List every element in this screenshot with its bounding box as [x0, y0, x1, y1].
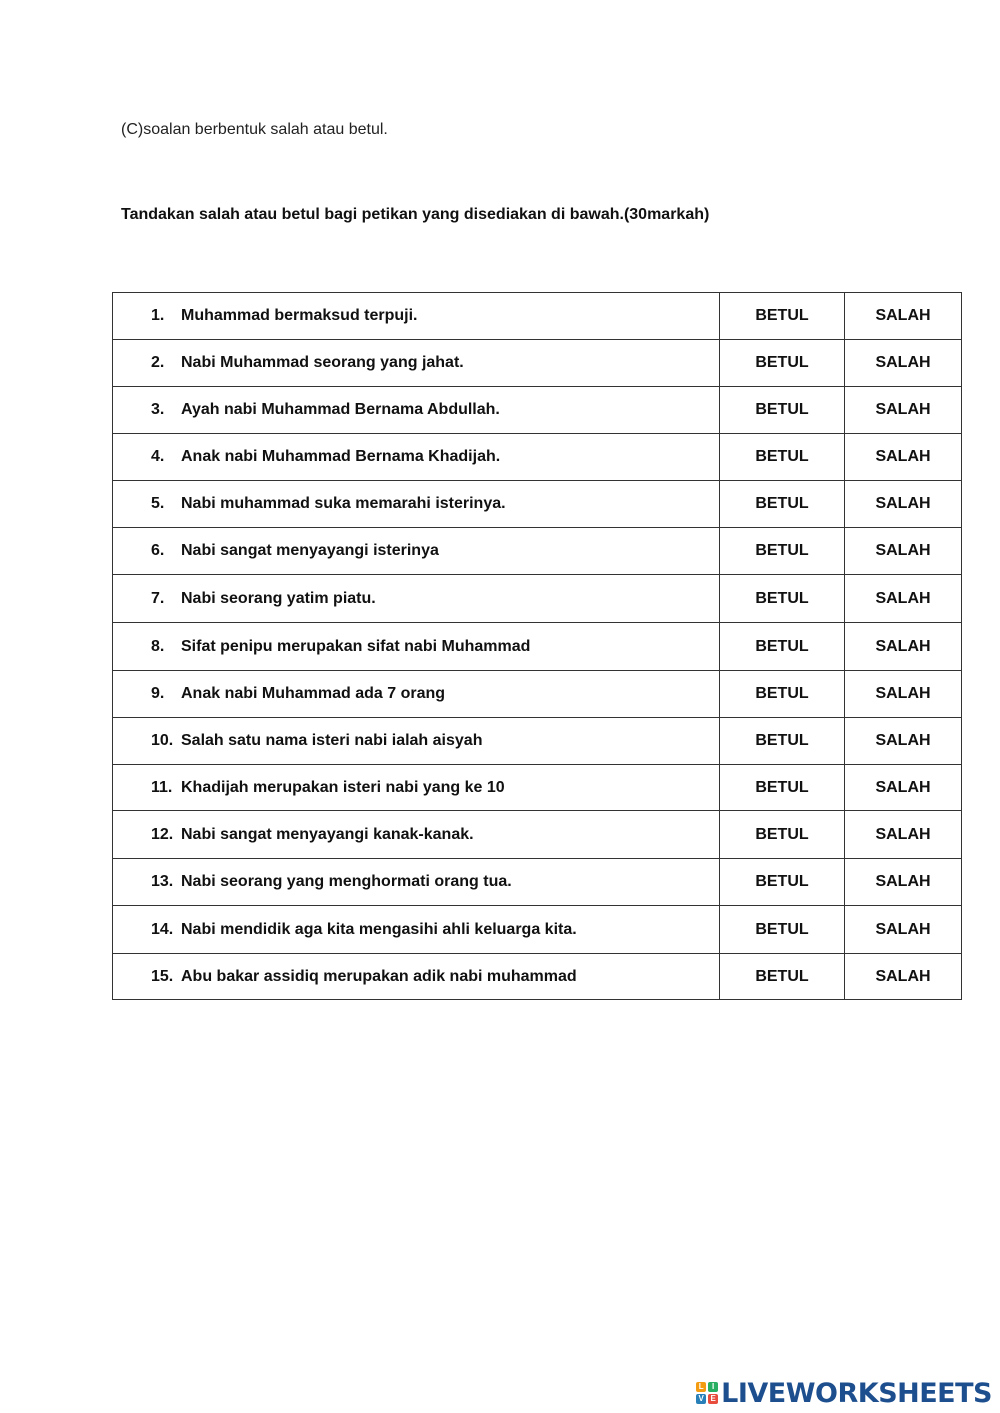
answer-salah-option[interactable]: SALAH [845, 481, 962, 528]
answer-betul-option[interactable]: BETUL [720, 623, 845, 671]
instruction-heading: Tandakan salah atau betul bagi petikan yang disediakan di bawah.(30markah) [121, 206, 710, 223]
logo-letter: E [708, 1394, 718, 1404]
answer-betul-option[interactable]: BETUL [720, 811, 845, 859]
question-number: 15. [151, 967, 174, 985]
answer-betul-option[interactable]: BETUL [720, 293, 845, 340]
question-row [113, 481, 962, 528]
question-row [113, 954, 962, 1000]
logo-mark-icon [696, 1382, 718, 1404]
question-cell [113, 623, 720, 671]
question-row [113, 671, 962, 718]
question-cell [113, 481, 720, 528]
answer-salah-option[interactable]: SALAH [845, 528, 962, 575]
question-row [113, 528, 962, 575]
question-cell [113, 387, 720, 434]
question-cell [113, 671, 720, 718]
question-text: Nabi mendidik aga kita mengasihi ahli keluarga kita. [181, 920, 577, 938]
quiz-table [112, 292, 962, 1000]
question-number: 5. [151, 495, 165, 512]
question-cell [113, 575, 720, 623]
question-row [113, 859, 962, 906]
section-label: (C)soalan berbentuk salah atau betul. [121, 121, 388, 138]
question-text: Anak nabi Muhammad Bernama Khadijah. [181, 448, 501, 465]
question-number: 11. [151, 778, 173, 796]
answer-betul-option[interactable]: BETUL [720, 954, 845, 1000]
answer-betul-option[interactable]: BETUL [720, 340, 845, 387]
question-text: Muhammad bermaksud terpuji. [181, 307, 418, 324]
question-row [113, 811, 962, 859]
logo-letter: V [696, 1394, 706, 1404]
answer-salah-option[interactable]: SALAH [845, 671, 962, 718]
question-cell [113, 859, 720, 906]
question-number: 2. [151, 354, 165, 371]
question-row [113, 575, 962, 623]
question-text: Anak nabi Muhammad ada 7 orang [181, 685, 446, 702]
answer-salah-option[interactable]: SALAH [845, 623, 962, 671]
question-number: 8. [151, 637, 165, 655]
question-text: Abu bakar assidiq merupakan adik nabi muhammad [181, 967, 577, 985]
question-row [113, 906, 962, 954]
question-number: 14. [151, 920, 174, 938]
answer-salah-option[interactable]: SALAH [845, 811, 962, 859]
question-cell [113, 811, 720, 859]
answer-salah-option[interactable]: SALAH [845, 954, 962, 1000]
answer-betul-option[interactable]: BETUL [720, 481, 845, 528]
answer-betul-option[interactable]: BETUL [720, 387, 845, 434]
question-text: Nabi muhammad suka memarahi isterinya. [181, 495, 506, 512]
answer-salah-option[interactable]: SALAH [845, 575, 962, 623]
question-row [113, 340, 962, 387]
question-row [113, 765, 962, 811]
question-cell [113, 718, 720, 765]
answer-salah-option[interactable]: SALAH [845, 859, 962, 906]
question-cell [113, 765, 720, 811]
answer-betul-option[interactable]: BETUL [720, 434, 845, 481]
answer-salah-option[interactable]: SALAH [845, 293, 962, 340]
answer-salah-option[interactable]: SALAH [845, 434, 962, 481]
question-number: 12. [151, 825, 174, 843]
answer-betul-option[interactable]: BETUL [720, 765, 845, 811]
question-number: 13. [151, 873, 174, 890]
answer-salah-option[interactable]: SALAH [845, 387, 962, 434]
answer-salah-option[interactable]: SALAH [845, 765, 962, 811]
answer-betul-option[interactable]: BETUL [720, 575, 845, 623]
question-row [113, 293, 962, 340]
question-cell [113, 434, 720, 481]
logo-letter: I [708, 1382, 718, 1392]
question-text: Nabi sangat menyayangi isterinya [181, 542, 439, 559]
question-row [113, 387, 962, 434]
question-text: Nabi seorang yatim piatu. [181, 589, 376, 607]
answer-salah-option[interactable]: SALAH [845, 906, 962, 954]
question-text: Sifat penipu merupakan sifat nabi Muhammad [181, 637, 531, 655]
answer-betul-option[interactable]: BETUL [720, 671, 845, 718]
answer-betul-option[interactable]: BETUL [720, 718, 845, 765]
question-row [113, 623, 962, 671]
question-number: 4. [151, 448, 165, 465]
question-number: 7. [151, 589, 165, 607]
question-text: Nabi seorang yang menghormati orang tua. [181, 873, 512, 890]
question-number: 3. [151, 401, 165, 418]
answer-salah-option[interactable]: SALAH [845, 340, 962, 387]
question-text: Khadijah merupakan isteri nabi yang ke 10 [181, 778, 505, 796]
quiz-table-body [113, 293, 962, 1000]
question-text: Nabi sangat menyayangi kanak-kanak. [181, 825, 474, 843]
answer-betul-option[interactable]: BETUL [720, 859, 845, 906]
question-cell [113, 340, 720, 387]
question-cell [113, 528, 720, 575]
question-cell [113, 954, 720, 1000]
question-number: 10. [151, 732, 174, 749]
question-cell [113, 906, 720, 954]
logo-letter: L [696, 1382, 706, 1392]
question-row [113, 718, 962, 765]
question-number: 9. [151, 685, 165, 702]
question-cell [113, 293, 720, 340]
question-row [113, 434, 962, 481]
question-text: Ayah nabi Muhammad Bernama Abdullah. [181, 401, 500, 418]
question-text: Salah satu nama isteri nabi ialah aisyah [181, 732, 483, 749]
answer-betul-option[interactable]: BETUL [720, 906, 845, 954]
answer-salah-option[interactable]: SALAH [845, 718, 962, 765]
liveworksheets-logo [696, 1378, 992, 1408]
logo-text: LIVEWORKSHEETS [721, 1377, 992, 1409]
answer-betul-option[interactable]: BETUL [720, 528, 845, 575]
question-number: 6. [151, 542, 165, 559]
question-text: Nabi Muhammad seorang yang jahat. [181, 354, 464, 371]
question-number: 1. [151, 307, 165, 324]
